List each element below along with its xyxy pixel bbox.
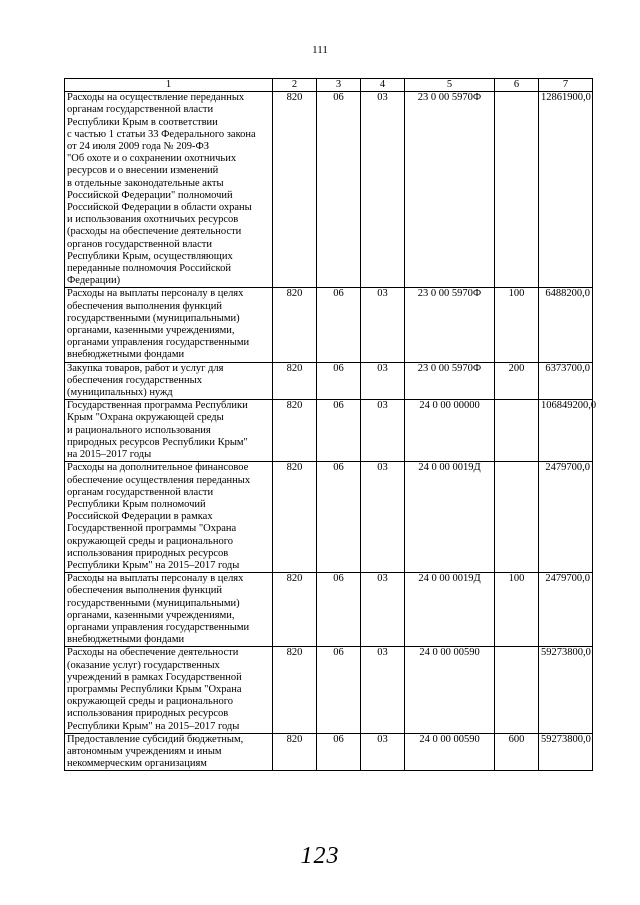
expense-type-code: 200 (495, 362, 539, 400)
amount: 6488200,0 (539, 288, 593, 362)
expense-type-code (495, 462, 539, 573)
table-row (65, 573, 593, 647)
column-header-2: 2 (273, 79, 317, 92)
expense-name: Расходы на дополнительное финансовое обеспечение осуществления переданных органам государственной власти Республики Крым полномочий Российской Федерации в рамках Государственной программы "Охрана окружающей среды и рационального использования природных ресурсов Республики Крым" на 2015–2017 годы (65, 462, 273, 573)
amount: 12861900,0 (539, 92, 593, 288)
budget-table (64, 78, 597, 771)
page-number: 111 (312, 44, 328, 56)
grbs-code: 820 (273, 573, 317, 647)
column-header-7: 7 (539, 79, 593, 92)
amount: 2479700,0 (539, 462, 593, 573)
expense-type-code: 600 (495, 733, 539, 771)
target-article-code: 24 0 00 00590 (405, 733, 495, 771)
target-article-code: 24 0 00 0019Д (405, 462, 495, 573)
table-row (65, 647, 593, 733)
expense-type-code: 100 (495, 288, 539, 362)
expense-name: Расходы на обеспечение деятельности (оказание услуг) государственных учреждений в рамках Государственной программы Республики Крым "Охрана окружающей среды и рационального использования природных ресурсов Республики Крым" на 2015–2017 годы (65, 647, 273, 733)
subsection-code: 03 (361, 573, 405, 647)
column-header-4: 4 (361, 79, 405, 92)
header-row (65, 79, 593, 92)
handwritten-page-number: 123 (300, 843, 340, 869)
column-header-6: 6 (495, 79, 539, 92)
section-code: 06 (317, 362, 361, 400)
subsection-code: 03 (361, 92, 405, 288)
grbs-code: 820 (273, 92, 317, 288)
expense-name: Расходы на выплаты персоналу в целях обеспечения выполнения функций государственными (муниципальными) органами, казенными учреждениями, органами управления государственными внебюджетными фондами (65, 573, 273, 647)
grbs-code: 820 (273, 288, 317, 362)
grbs-code: 820 (273, 400, 317, 462)
subsection-code: 03 (361, 362, 405, 400)
column-header-3: 3 (317, 79, 361, 92)
grbs-code: 820 (273, 462, 317, 573)
target-article-code: 24 0 00 00000 (405, 400, 495, 462)
subsection-code: 03 (361, 647, 405, 733)
table-row (65, 92, 593, 288)
target-article-code: 23 0 00 5970Ф (405, 288, 495, 362)
expense-name: Расходы на выплаты персоналу в целях обеспечения выполнения функций государственными (муниципальными) органами, казенными учреждениями, органами управления государственными внебюджетными фондами (65, 288, 273, 362)
subsection-code: 03 (361, 400, 405, 462)
amount: 2479700,0 (539, 573, 593, 647)
target-article-code: 24 0 00 00590 (405, 647, 495, 733)
section-code: 06 (317, 462, 361, 573)
column-header-1: 1 (65, 79, 273, 92)
section-code: 06 (317, 733, 361, 771)
grbs-code: 820 (273, 733, 317, 771)
table-row (65, 400, 593, 462)
expense-name: Расходы на осуществление переданных органам государственной власти Республики Крым в соответствии с частью 1 статьи 33 Федерального закона от 24 июля 2009 года № 209-ФЗ "Об охоте и о сохранении охотничьих ресурсов и о внесении изменений в отдельные законодательные акты Российской Федерации" полномочий Российской Федерации в области охраны и использования охотничьих ресурсов (расходы на обеспечение деятельности органов государственной власти Республики Крым, осуществляющих переданные полномочия Российской Федерации) (65, 92, 273, 288)
subsection-code: 03 (361, 462, 405, 573)
table-row (65, 288, 593, 362)
grbs-code: 820 (273, 362, 317, 400)
amount: 6373700,0 (539, 362, 593, 400)
table-row (65, 362, 593, 400)
amount: 59273800,0 (539, 647, 593, 733)
expense-type-code (495, 400, 539, 462)
expense-name: Предоставление субсидий бюджетным, автономным учреждениям и иным некоммерческим организациям (65, 733, 273, 771)
section-code: 06 (317, 573, 361, 647)
grbs-code: 820 (273, 647, 317, 733)
expense-type-code (495, 92, 539, 288)
table-row (65, 733, 593, 771)
section-code: 06 (317, 288, 361, 362)
amount: 106849200,0 (539, 400, 593, 462)
section-code: 06 (317, 92, 361, 288)
subsection-code: 03 (361, 288, 405, 362)
expense-name: Государственная программа Республики Крым "Охрана окружающей среды и рационального использования природных ресурсов Республики Крым" на 2015–2017 годы (65, 400, 273, 462)
subsection-code: 03 (361, 733, 405, 771)
section-code: 06 (317, 647, 361, 733)
target-article-code: 24 0 00 0019Д (405, 573, 495, 647)
amount: 59273800,0 (539, 733, 593, 771)
expense-name: Закупка товаров, работ и услуг для обеспечения государственных (муниципальных) нужд (65, 362, 273, 400)
column-header-5: 5 (405, 79, 495, 92)
table-row (65, 462, 593, 573)
expense-type-code (495, 647, 539, 733)
target-article-code: 23 0 00 5970Ф (405, 92, 495, 288)
section-code: 06 (317, 400, 361, 462)
expense-type-code: 100 (495, 573, 539, 647)
target-article-code: 23 0 00 5970Ф (405, 362, 495, 400)
